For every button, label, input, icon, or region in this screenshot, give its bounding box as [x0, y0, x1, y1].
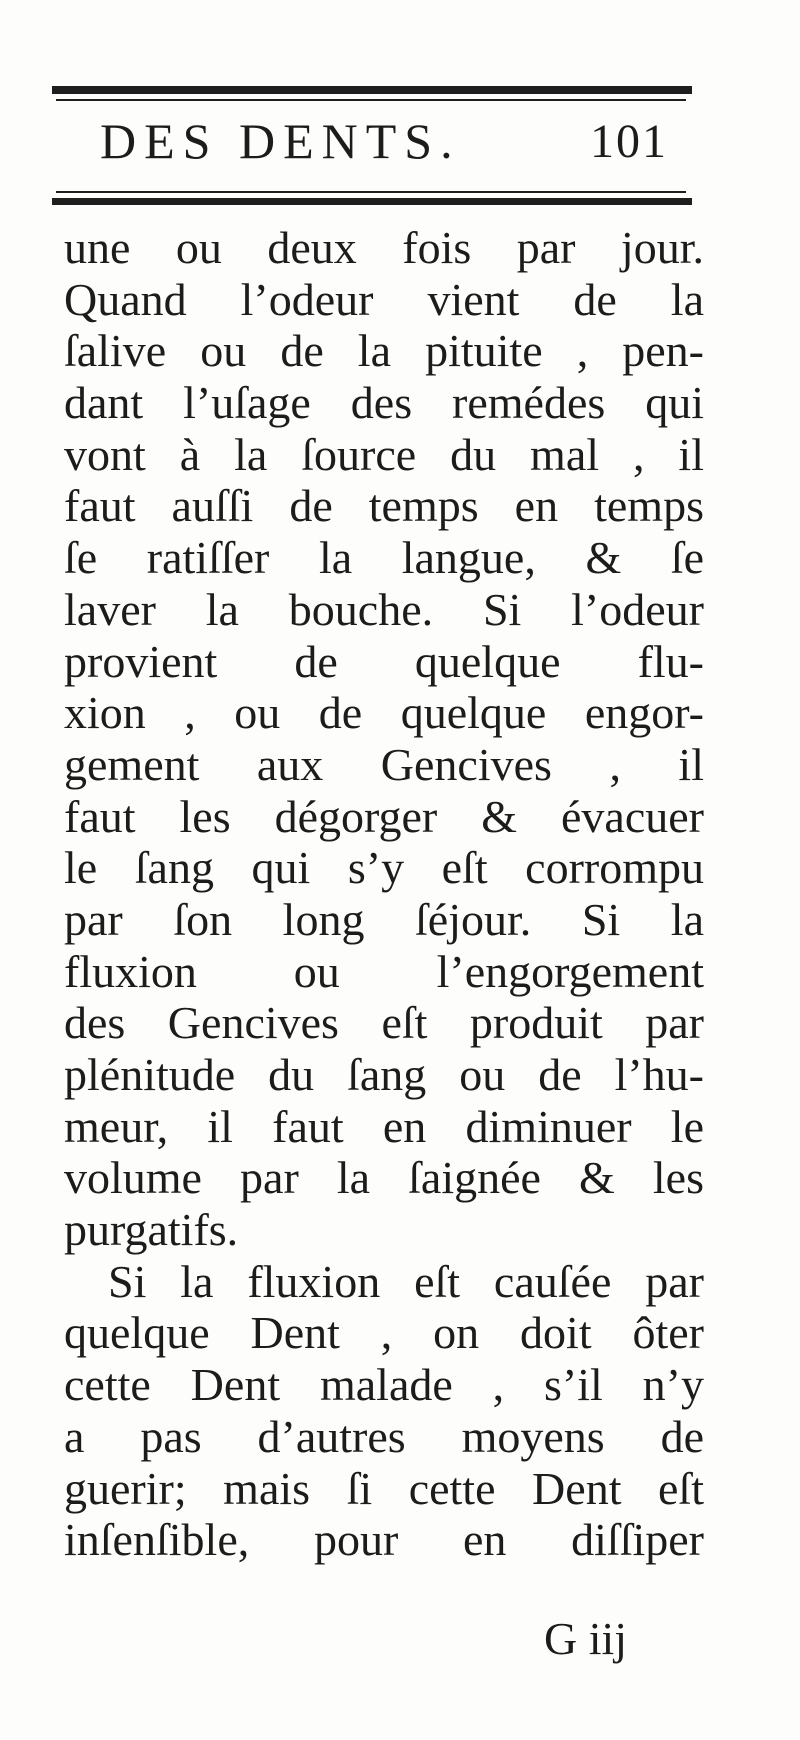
text-line: purgatifs. — [64, 1204, 239, 1256]
text-line: faut les dégorger & évacuer — [64, 790, 704, 842]
header-rule-bottom-thin — [56, 191, 686, 193]
page-number: 101 — [590, 115, 668, 168]
text-line: le ſang qui s’y eſt corrompu — [64, 842, 704, 894]
text-line: xion , ou de quelque engor- — [64, 687, 704, 739]
text-line: plénitude du ſang ou de l’hu- — [64, 1049, 704, 1100]
text-line: gement aux Gencives , il — [64, 738, 704, 790]
header-rule-top-thin — [56, 99, 686, 101]
text-line: fluxion ou l’engorgement — [64, 945, 704, 997]
text-line: dant l’uſage des remédes qui — [64, 377, 704, 429]
signature-mark: G iij — [544, 1613, 628, 1664]
text-line: par ſon long ſéjour. Si la — [64, 893, 704, 945]
text-line: des Gencives eſt produit par — [64, 997, 704, 1049]
text-line: vont à la ſource du mal , il — [64, 428, 704, 480]
text-line: Si la fluxion eſt cauſée par — [108, 1255, 704, 1307]
text-line: ſalive ou de la pituite , pen- — [64, 325, 704, 377]
text-line: guerir; mais ſi cette Dent eſt — [64, 1462, 704, 1514]
text-line: laver la bouche. Si l’odeur — [64, 583, 704, 635]
text-line: ſe ratiſſer la langue, & ſe — [64, 532, 704, 584]
text-line: meur, il faut en diminuer le — [64, 1100, 704, 1152]
text-line: faut auſſi de temps en temps — [64, 480, 704, 532]
header-rule-top — [52, 86, 692, 94]
text-line: volume par la ſaignée & les — [64, 1152, 704, 1204]
running-head: DES DENTS. — [100, 113, 461, 169]
text-line: quelque Dent , on doit ôter — [64, 1307, 704, 1359]
text-line: Quand l’odeur vient de la — [64, 273, 704, 325]
text-line: provient de quelque flu- — [64, 635, 704, 687]
text-line: a pas d’autres moyens de — [64, 1410, 704, 1462]
text-line: une ou deux fois par jour. — [64, 222, 704, 273]
text-line: inſenſible, pour en diſſiper — [64, 1514, 704, 1566]
header-rule-bottom — [52, 198, 692, 205]
text-line: cette Dent malade , s’il n’y — [64, 1359, 704, 1411]
body-text — [64, 222, 704, 1566]
